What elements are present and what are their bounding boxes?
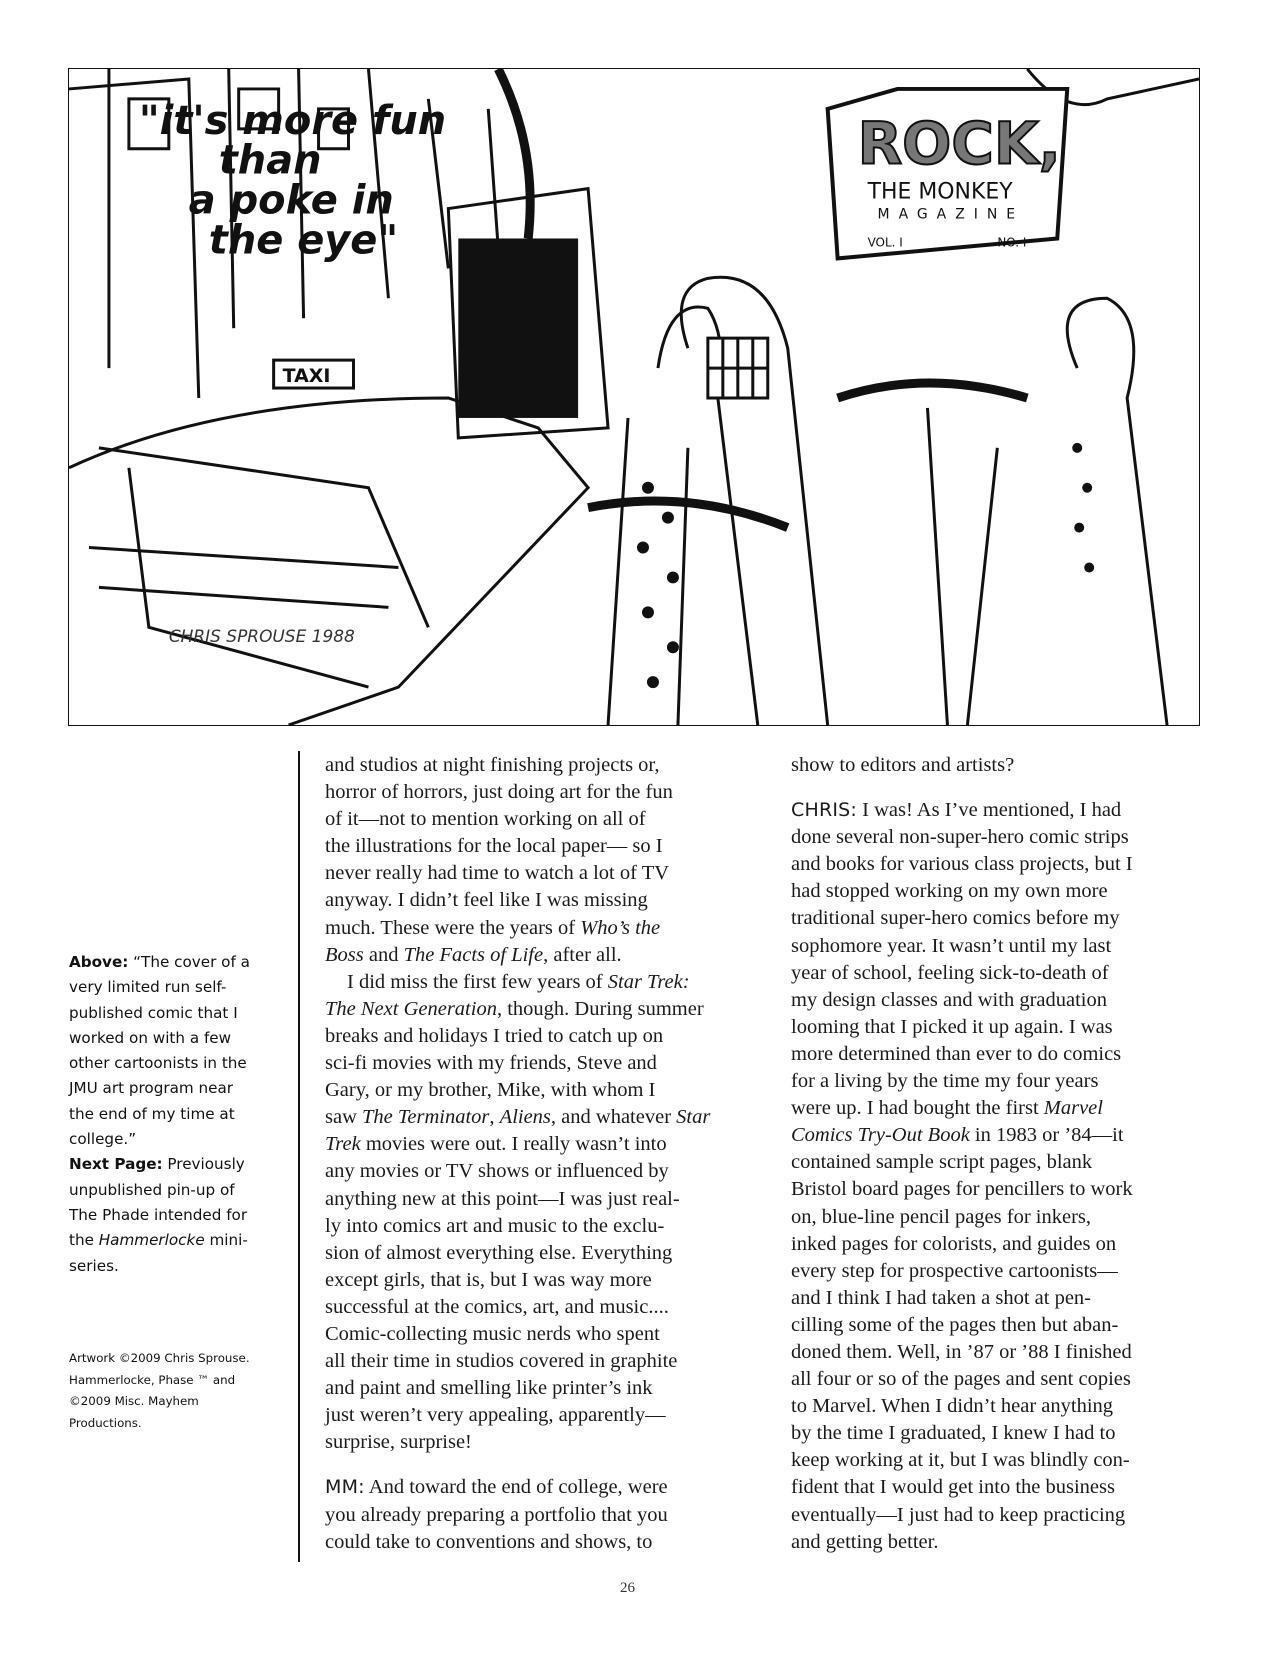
text-run: Previously bbox=[162, 1155, 245, 1174]
text-line bbox=[69, 1076, 284, 1101]
speech-lettering-line: "it's more fun bbox=[138, 97, 447, 144]
text-line bbox=[325, 752, 745, 779]
text-line bbox=[69, 1228, 284, 1253]
text-line bbox=[325, 1267, 745, 1294]
text-run: much. These were the years of bbox=[325, 916, 581, 939]
text-line bbox=[325, 1294, 745, 1321]
text-run: college.” bbox=[69, 1130, 137, 1149]
text-line bbox=[325, 1429, 745, 1456]
text-line bbox=[69, 1127, 284, 1152]
text-run: had stopped working on my own more bbox=[791, 880, 1108, 903]
text-run: except girls, that is, but I was way more bbox=[325, 1268, 652, 1291]
italic-title: Star bbox=[676, 1106, 711, 1129]
text-run: , and whatever bbox=[550, 1106, 677, 1129]
text-run: anything new at this point—I was just real- bbox=[325, 1187, 680, 1210]
text-run: done several non-super-hero comic strips bbox=[791, 826, 1129, 849]
text-run: published comic that I bbox=[69, 1003, 238, 1022]
text-run: traditional super-hero comics before my bbox=[791, 907, 1120, 930]
text-line bbox=[69, 1026, 284, 1051]
copyright-credits bbox=[69, 1348, 289, 1434]
text-line bbox=[325, 969, 745, 996]
speech-lettering-line: the eye" bbox=[208, 217, 399, 264]
text-run: cilling some of the pages then but aban- bbox=[791, 1313, 1119, 1336]
text-run: the illustrations for the local paper— so I bbox=[325, 835, 663, 858]
sign-no: NO. I bbox=[997, 235, 1027, 250]
text-run: just weren’t very appealing, apparently— bbox=[325, 1404, 666, 1427]
text-run: surprise, surprise! bbox=[325, 1431, 472, 1454]
text-line bbox=[791, 1122, 1211, 1149]
text-run: series. bbox=[69, 1256, 119, 1275]
text-line bbox=[791, 1285, 1211, 1312]
credit-line: Productions. bbox=[69, 1415, 142, 1430]
text-line bbox=[69, 975, 284, 1000]
text-run: my design classes and with graduation bbox=[791, 988, 1107, 1011]
text-run: sci-fi movies with my friends, Steve and bbox=[325, 1052, 657, 1075]
text-line bbox=[791, 824, 1211, 851]
italic-title: Trek bbox=[325, 1133, 361, 1156]
text-run: and studios at night finishing projects or, bbox=[325, 754, 660, 776]
page-number: 26 bbox=[620, 1580, 635, 1596]
text-line bbox=[325, 1348, 745, 1375]
text-line bbox=[791, 1447, 1211, 1474]
text-run: and paint and smelling like printer’s ink bbox=[325, 1377, 653, 1400]
italic-title: Aliens bbox=[499, 1106, 551, 1129]
text-line bbox=[325, 1104, 745, 1131]
text-run: any movies or TV shows or influenced by bbox=[325, 1160, 669, 1183]
text-run: worked on with a few bbox=[69, 1028, 232, 1047]
text-run: And toward the end of college, were bbox=[364, 1476, 668, 1499]
text-line bbox=[791, 1393, 1211, 1420]
artwork-illustration bbox=[69, 69, 1199, 725]
body-column-1 bbox=[325, 752, 745, 1556]
text-line bbox=[69, 1203, 284, 1228]
text-line bbox=[325, 833, 745, 860]
speaker-label: MM: bbox=[325, 1476, 365, 1499]
text-run: successful at the comics, art, and music.... bbox=[325, 1295, 669, 1318]
text-line bbox=[325, 779, 745, 806]
text-run: I did miss the first few years of bbox=[347, 970, 608, 993]
text-run: every step for prospective cartoonists— bbox=[791, 1259, 1118, 1282]
text-run: unpublished pin-up of bbox=[69, 1180, 235, 1199]
text-run: fident that I would get into the business bbox=[791, 1476, 1115, 1499]
text-line bbox=[325, 1050, 745, 1077]
text-line bbox=[791, 1502, 1211, 1529]
text-line bbox=[791, 797, 1211, 824]
text-run: to Marvel. When I didn’t hear anything bbox=[791, 1395, 1114, 1418]
text-line bbox=[791, 1339, 1211, 1366]
text-line bbox=[791, 1095, 1211, 1122]
text-line bbox=[325, 1402, 745, 1429]
text-line bbox=[69, 1152, 284, 1177]
text-line bbox=[791, 1420, 1211, 1447]
text-line bbox=[325, 1186, 745, 1213]
credit-line: ©2009 Misc. Mayhem bbox=[69, 1394, 199, 1408]
comic-cover-artwork bbox=[68, 68, 1200, 726]
body-column-2 bbox=[791, 752, 1211, 1556]
text-run: never really had time to watch a lot of TV bbox=[325, 862, 670, 885]
taxi-sign bbox=[274, 360, 354, 388]
text-line bbox=[69, 1178, 284, 1203]
text-line bbox=[791, 960, 1211, 987]
artist-signature: CHRIS SPROUSE 1988 bbox=[168, 626, 355, 647]
text-run: anyway. I didn’t feel like I was missing bbox=[325, 889, 648, 912]
italic-title: Boss bbox=[325, 943, 364, 966]
text-run: , bbox=[489, 1106, 500, 1129]
image-caption bbox=[69, 950, 284, 1279]
text-run: doned them. Well, in ’87 or ’88 I finished bbox=[791, 1340, 1132, 1363]
text-run: by the time I graduated, I knew I had to bbox=[791, 1422, 1116, 1445]
text-line bbox=[791, 1474, 1211, 1501]
italic-title: The Facts of Life bbox=[403, 943, 544, 966]
text-line bbox=[791, 1231, 1211, 1258]
text-run: and bbox=[363, 943, 404, 966]
text-run: could take to conventions and shows, to bbox=[325, 1530, 653, 1553]
text-line bbox=[325, 887, 745, 914]
text-run: and I think I had taken a shot at pen- bbox=[791, 1286, 1092, 1309]
text-line bbox=[791, 1176, 1211, 1203]
text-line bbox=[791, 878, 1211, 905]
text-line bbox=[69, 950, 284, 975]
text-run: movies were out. I really wasn’t into bbox=[360, 1133, 667, 1156]
sign-vol: VOL. I bbox=[867, 235, 903, 250]
text-line bbox=[791, 1366, 1211, 1393]
italic-title: Comics Try-Out Book bbox=[791, 1124, 970, 1147]
text-run: of it—not to mention working on all of bbox=[325, 808, 646, 831]
text-run: and getting better. bbox=[791, 1530, 939, 1553]
text-line bbox=[325, 1213, 745, 1240]
text-run: were up. I had bought the first bbox=[791, 1097, 1044, 1120]
text-line bbox=[325, 1077, 745, 1104]
text-run: , though. During summer bbox=[496, 997, 704, 1020]
text-run: all four or so of the pages and sent copies bbox=[791, 1368, 1131, 1391]
text-run: very limited run self- bbox=[69, 978, 227, 997]
text-line bbox=[325, 860, 745, 887]
text-run: keep working at it, but I was blindly con- bbox=[791, 1449, 1130, 1472]
text-line bbox=[791, 987, 1211, 1014]
text-line bbox=[325, 1158, 745, 1185]
text-run: Comic-collecting music nerds who spent bbox=[325, 1322, 660, 1345]
text-run: , after all. bbox=[543, 943, 622, 966]
sign-magazine: MAGAZINE bbox=[877, 206, 1025, 223]
text-run: all their time in studios covered in graphite bbox=[325, 1350, 678, 1373]
text-line bbox=[791, 1312, 1211, 1339]
column-divider bbox=[298, 751, 300, 1562]
text-run: eventually—I just had to keep practicing bbox=[791, 1503, 1126, 1526]
text-run: and books for various class projects, but I bbox=[791, 853, 1133, 876]
text-run: other cartoonists in the bbox=[69, 1054, 247, 1073]
text-run: show to editors and artists? bbox=[791, 754, 1015, 776]
text-run: in 1983 or ’84—it bbox=[969, 1124, 1124, 1147]
italic-title: Star Trek: bbox=[607, 970, 690, 993]
svg-text:TAXI: TAXI bbox=[282, 365, 331, 388]
text-line bbox=[791, 1149, 1211, 1176]
italic-title: Hammerlocke bbox=[98, 1231, 205, 1250]
sign-subtitle: THE MONKEY bbox=[867, 179, 1013, 205]
text-run: The Phade intended for bbox=[69, 1205, 248, 1224]
text-line bbox=[325, 996, 745, 1023]
text-run: sophomore year. It wasn’t until my last bbox=[791, 934, 1112, 957]
text-run: I was! As I’ve mentioned, I had bbox=[857, 799, 1122, 822]
text-run: horror of horrors, just doing art for the fun bbox=[325, 781, 673, 804]
speaker-label: CHRIS: bbox=[791, 799, 858, 822]
text-run: Gary, or my brother, Mike, with whom I bbox=[325, 1079, 656, 1102]
magazine-sign bbox=[828, 89, 1068, 258]
credit-line: Hammerlocke, Phase ™ and bbox=[69, 1372, 236, 1387]
text-run: saw bbox=[325, 1106, 363, 1129]
italic-title: Marvel bbox=[1043, 1097, 1103, 1120]
text-run: the end of my time at bbox=[69, 1104, 235, 1123]
text-line bbox=[325, 806, 745, 833]
text-line bbox=[791, 851, 1211, 878]
text-line bbox=[325, 1375, 745, 1402]
text-line bbox=[69, 1254, 284, 1279]
text-run: “The cover of a bbox=[128, 953, 250, 971]
text-line bbox=[325, 1023, 745, 1050]
caption-label: Next Page: bbox=[69, 1155, 163, 1174]
text-run: contained sample script pages, blank bbox=[791, 1151, 1093, 1174]
caption-label: Above: bbox=[69, 953, 129, 971]
text-run: JMU art program near bbox=[69, 1079, 234, 1098]
text-run: Bristol board pages for pencillers to work bbox=[791, 1178, 1133, 1201]
text-line bbox=[69, 1051, 284, 1076]
text-line bbox=[791, 752, 1211, 779]
text-line bbox=[325, 915, 745, 942]
text-line bbox=[69, 1102, 284, 1127]
text-line bbox=[325, 1502, 745, 1529]
text-line bbox=[791, 905, 1211, 932]
text-run: breaks and holidays I tried to catch up on bbox=[325, 1024, 664, 1047]
text-run: the bbox=[69, 1231, 99, 1250]
text-run: ly into comics art and music to the exclu- bbox=[325, 1214, 665, 1237]
text-run: mini- bbox=[204, 1231, 248, 1250]
speech-lettering-line: than bbox=[218, 137, 322, 184]
text-line bbox=[791, 1204, 1211, 1231]
text-run: more determined than ever to do comics bbox=[791, 1042, 1122, 1065]
text-line bbox=[325, 1321, 745, 1348]
text-line bbox=[69, 1001, 284, 1026]
italic-title: Who’s the bbox=[580, 916, 661, 939]
text-line bbox=[325, 1131, 745, 1158]
text-run: for a living by the time my four years bbox=[791, 1070, 1099, 1093]
italic-title: The Next Generation bbox=[325, 997, 497, 1020]
text-run: year of school, feeling sick-to-death of bbox=[791, 961, 1109, 984]
text-line bbox=[791, 933, 1211, 960]
text-line bbox=[791, 1041, 1211, 1068]
text-line bbox=[325, 1474, 745, 1501]
speech-lettering-line: a poke in bbox=[188, 177, 394, 224]
text-line bbox=[325, 1240, 745, 1267]
text-line bbox=[791, 1529, 1211, 1556]
italic-title: The Terminator bbox=[362, 1106, 490, 1129]
text-line bbox=[325, 942, 745, 969]
text-run: on, blue-line pencil pages for inkers, bbox=[791, 1205, 1092, 1228]
text-line bbox=[325, 1529, 745, 1556]
text-run: looming that I picked it up again. I was bbox=[791, 1015, 1113, 1038]
text-line bbox=[791, 1258, 1211, 1285]
text-run: inked pages for colorists, and guides on bbox=[791, 1232, 1117, 1255]
text-run: sion of almost everything else. Everything bbox=[325, 1241, 673, 1264]
credit-line: Artwork ©2009 Chris Sprouse. bbox=[69, 1351, 250, 1365]
text-run: you already preparing a portfolio that you bbox=[325, 1503, 668, 1526]
rock-logo: ROCK, bbox=[857, 109, 1061, 178]
text-line bbox=[791, 1014, 1211, 1041]
text-line bbox=[791, 1068, 1211, 1095]
